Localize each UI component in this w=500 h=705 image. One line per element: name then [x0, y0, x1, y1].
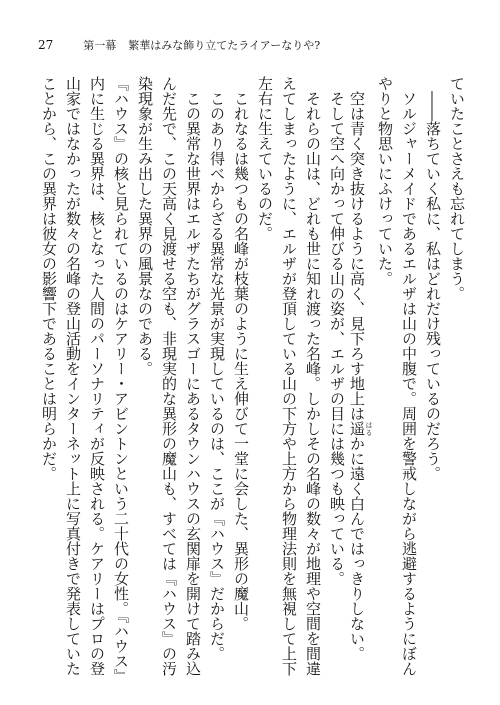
page-header: [38, 38, 320, 53]
text-column: 左右に生えているのだ。: [256, 76, 274, 241]
text-column: この異常な世界はエルザたちがグラスゴーにあるタウンハウスの玄関扉を開けて踏み込: [184, 91, 202, 676]
page-number: 27: [38, 38, 54, 52]
ruby-annotation: [348, 421, 373, 436]
text-column-with-ruby: [349, 76, 373, 696]
text-column: このあり得べからざる異常な光景が実現しているのは、ここが『ハウス』だからだ。: [208, 91, 226, 661]
text-column: これなるは幾つもの名峰が枝葉のように生え伸びて一堂に会した、異形の魔山。: [232, 91, 250, 631]
text-column: そして空へ向かって伸びる山の姿が、エルザの目には幾つも映っている。: [328, 91, 346, 586]
text-segment: 空は青く突き抜けるように高く、見下ろす地上は: [348, 91, 366, 421]
act-label: 第一幕: [83, 39, 117, 52]
text-column: ていたことさえも忘れてしまう。: [448, 76, 466, 301]
text-column: えてしまったように、エルザが登頂している山の下方や上方から物理法則を無視して上下: [280, 76, 298, 676]
chapter-title: 繁華はみな飾り立てたライアーなりや?: [128, 39, 321, 52]
text-segment: かに遠く白んではっきりしない。: [348, 436, 366, 661]
ruby-reading: はる: [365, 421, 373, 436]
text-column: ソルジャーメイドであるエルザは山の中腹で。周囲を警戒しながら逃避するようにぼん: [400, 91, 418, 676]
body-text: [37, 76, 469, 696]
text-column: ――落ちていく私に、私はどれだけ残っているのだろう。: [424, 91, 442, 481]
text-column: ことから、この異界は彼女の影響下であることは明らかだ。: [40, 76, 58, 481]
text-column: それらの山は、どれも世に知れ渡った名峰。しかしその名峰の数々が地理や空間を間違: [304, 91, 322, 676]
ruby-base: 遥: [348, 421, 366, 436]
text-column: 山家ではなかったが数々の名峰の登山活動をインターネット上に写真付きで発表していた: [64, 76, 82, 676]
text-column: 内に生じる異界は、核となった人間のパーソナリティが反映される。ケアリーはプロの登: [88, 76, 106, 676]
text-column: やりと物思いにふけっていた。: [376, 76, 394, 286]
text-column: 『ハウス』の核と見られているのはケアリー・アビントンという二十代の女性。『ハウス』: [112, 76, 130, 684]
text-column: んだ先で、この天高く見渡せる空も、非現実的な異形の魔山も、すべては『ハウス』の汚: [160, 76, 178, 676]
text-column: 染現象が生み出した異界の風景なのである。: [136, 76, 154, 376]
